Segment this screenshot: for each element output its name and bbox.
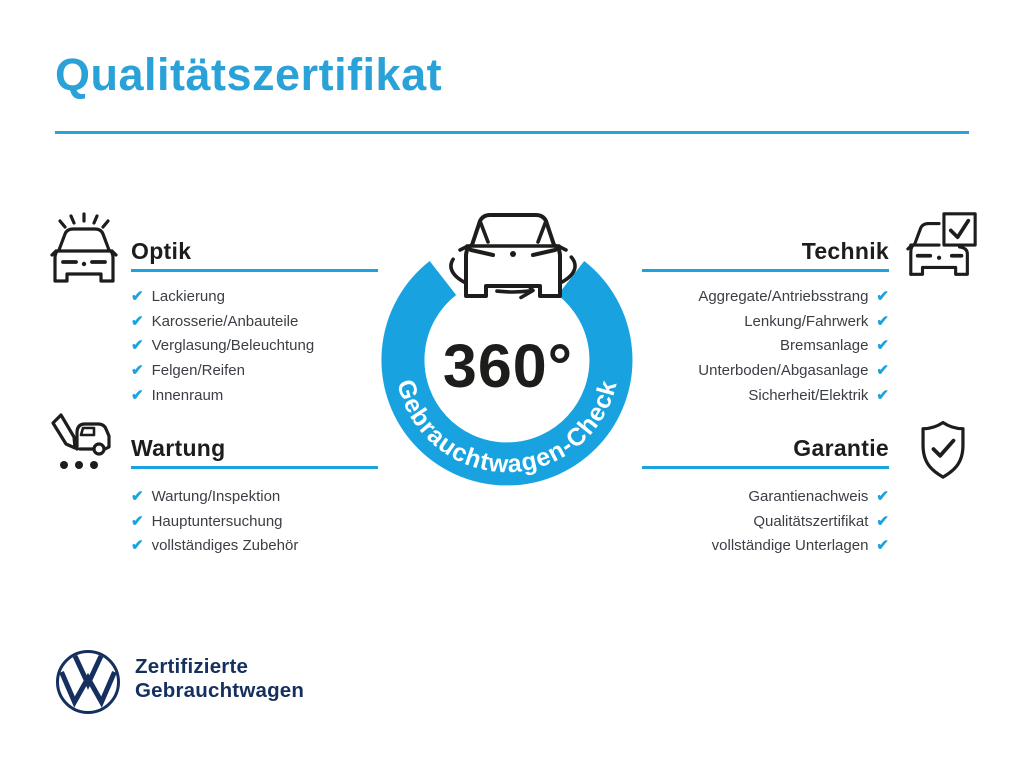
item-label: Qualitätszertifikat — [753, 512, 869, 530]
check-icon: ✔ — [876, 537, 889, 555]
check-icon: ✔ — [876, 512, 889, 530]
item-label: vollständiges Zubehör — [151, 537, 299, 555]
section-rule-garantie — [642, 466, 889, 469]
footer-line-1: Zertifizierte — [135, 655, 249, 678]
check-icon: ✔ — [876, 387, 889, 405]
check-icon: ✔ — [131, 387, 144, 405]
service-note-icon — [44, 408, 124, 488]
badge-360-check — [357, 195, 657, 495]
badge-degrees: 360° — [442, 332, 574, 400]
section-rule-technik — [642, 269, 889, 272]
wartung-checklist — [131, 484, 421, 558]
check-icon: ✔ — [876, 337, 889, 355]
check-icon: ✔ — [131, 362, 144, 380]
check-icon: ✔ — [131, 512, 144, 530]
section-title-garantie: Garantie — [793, 435, 889, 461]
check-icon: ✔ — [876, 362, 889, 380]
section-rule-optik — [131, 269, 378, 272]
list-item — [589, 509, 889, 534]
check-icon: ✔ — [131, 337, 144, 355]
item-label: Felgen/Reifen — [151, 362, 245, 380]
item-label: Wartung/Inspektion — [151, 487, 281, 505]
title-divider — [55, 131, 969, 134]
section-rule-wartung — [131, 466, 378, 469]
car-360-icon — [451, 215, 575, 298]
vw-logo — [53, 647, 123, 717]
item-label: Garantienachweis — [748, 487, 869, 505]
footer-line-2: Gebrauchtwagen — [135, 678, 305, 702]
garantie-checklist — [589, 484, 889, 558]
check-icon: ✔ — [876, 312, 889, 330]
item-label: Karosserie/Anbauteile — [151, 312, 299, 330]
check-icon: ✔ — [131, 287, 144, 305]
item-label: Unterboden/Abgasanlage — [698, 362, 869, 380]
car-checklist-icon — [903, 208, 981, 286]
check-icon: ✔ — [131, 537, 144, 555]
check-icon: ✔ — [876, 487, 889, 505]
item-label: Bremsanlage — [780, 337, 869, 355]
item-label: Verglasung/Beleuchtung — [151, 337, 315, 355]
page-title: Qualitätszertifikat — [55, 49, 443, 100]
badge-curved-label: Gebrauchtwagen-Check — [391, 376, 623, 479]
list-item — [131, 509, 421, 534]
item-label: Innenraum — [151, 387, 224, 405]
list-item — [131, 534, 421, 559]
item-label: Lackierung — [151, 287, 225, 305]
shield-check-icon — [905, 414, 981, 490]
item-label: Hauptuntersuchung — [151, 512, 283, 530]
item-label: Aggregate/Antriebsstrang — [698, 287, 869, 305]
sparkle-car-icon — [44, 211, 124, 291]
item-label: vollständige Unterlagen — [711, 537, 869, 555]
section-title-technik: Technik — [801, 238, 889, 264]
section-title-wartung: Wartung — [131, 435, 226, 461]
check-icon: ✔ — [876, 287, 889, 305]
check-icon: ✔ — [131, 487, 144, 505]
list-item — [589, 534, 889, 559]
section-title-optik: Optik — [131, 238, 192, 264]
footer-brand-text — [135, 655, 304, 702]
item-label: Lenkung/Fahrwerk — [744, 312, 869, 330]
check-icon: ✔ — [131, 312, 144, 330]
item-label: Sicherheit/Elektrik — [748, 387, 869, 405]
